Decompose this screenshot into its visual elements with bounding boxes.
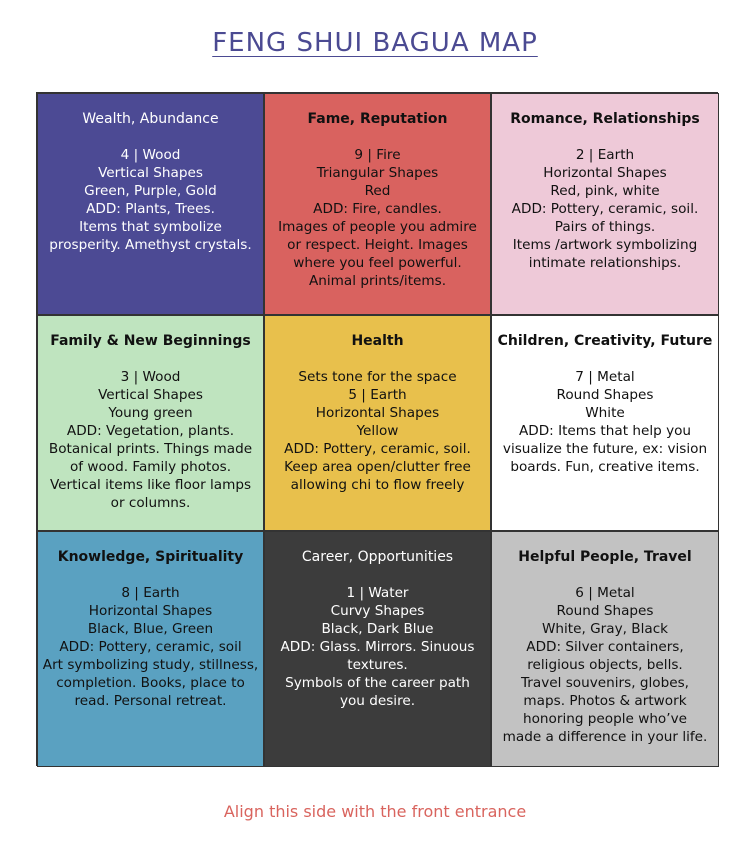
cell-line: Red, pink, white	[550, 183, 660, 199]
cell-line: maps. Photos & artwork	[523, 693, 687, 709]
cell-line: 6 | Metal	[575, 585, 635, 601]
cell-line: Triangular Shapes	[316, 165, 439, 181]
cell-line: Animal prints/items.	[308, 273, 447, 289]
cell-line: Sets tone for the space	[298, 369, 457, 385]
cell-line: intimate relationships.	[528, 255, 682, 271]
cell-line: 4 | Wood	[120, 147, 181, 163]
cell-line: ADD: Items that help you	[518, 423, 692, 439]
cell-line: Round Shapes	[556, 387, 654, 403]
cell-line: Vertical Shapes	[98, 387, 203, 403]
cell-line: Vertical Shapes	[98, 165, 203, 181]
cell-line: visualize the future, ex: vision	[502, 441, 708, 457]
cell-line: Horizontal Shapes	[88, 603, 213, 619]
cell-helpful-people-travel	[491, 531, 719, 767]
cell-line: Images of people you admire	[278, 219, 477, 235]
cell-heading: Health	[351, 333, 404, 349]
cell-line: ADD: Glass. Mirrors. Sinuous	[280, 639, 475, 655]
cell-line: Horizontal Shapes	[315, 405, 440, 421]
cell-health	[264, 315, 491, 531]
page-title-text: FENG SHUI BAGUA MAP	[212, 28, 538, 58]
cell-heading: Career, Opportunities	[301, 549, 454, 565]
cell-line: Red	[364, 183, 391, 199]
cell-line: or columns.	[110, 495, 191, 511]
cell-heading: Fame, Reputation	[307, 111, 448, 127]
cell-line: ADD: Plants, Trees.	[86, 201, 215, 217]
cell-line: textures.	[347, 657, 408, 673]
cell-line: Keep area open/clutter free	[284, 459, 471, 475]
entrance-note: Align this side with the front entrance	[223, 802, 527, 821]
cell-line: where you feel powerful.	[293, 255, 462, 271]
cell-line: White	[585, 405, 625, 421]
cell-line: Items that symbolize	[79, 219, 222, 235]
cell-line: ADD: Vegetation, plants.	[66, 423, 235, 439]
cell-line: ADD: Silver containers,	[526, 639, 684, 655]
cell-heading: Wealth, Abundance	[82, 111, 219, 127]
cell-line: you desire.	[339, 693, 416, 709]
cell-line: 3 | Wood	[120, 369, 181, 385]
cell-line: or respect. Height. Images	[287, 237, 468, 253]
cell-romance-relationships	[491, 93, 719, 315]
cell-line: prosperity. Amethyst crystals.	[49, 237, 252, 253]
cell-career-opportunities	[264, 531, 491, 767]
cell-line: Vertical items like floor lamps	[49, 477, 252, 493]
cell-heading: Knowledge, Spirituality	[57, 549, 244, 565]
cell-line: Black, Blue, Green	[87, 621, 214, 637]
cell-line: Pairs of things.	[554, 219, 656, 235]
cell-line: 5 | Earth	[348, 387, 407, 403]
cell-line: Horizontal Shapes	[543, 165, 667, 181]
cell-line: ADD: Pottery, ceramic, soil.	[511, 201, 699, 217]
cell-line: honoring people who’ve	[523, 711, 687, 727]
cell-line: ADD: Fire, candles.	[313, 201, 442, 217]
cell-line: Yellow	[356, 423, 399, 439]
cell-line: of wood. Family photos.	[69, 459, 232, 475]
cell-line: Black, Dark Blue	[321, 621, 434, 637]
cell-line: 8 | Earth	[121, 585, 180, 601]
cell-line: Symbols of the career path	[285, 675, 470, 691]
cell-line: ADD: Pottery, ceramic, soil	[59, 639, 242, 655]
cell-line: Green, Purple, Gold	[84, 183, 217, 199]
cell-heading: Family & New Beginnings	[50, 333, 251, 349]
cell-line: Curvy Shapes	[330, 603, 425, 619]
cell-line: Young green	[108, 405, 193, 421]
cell-line: religious objects, bells.	[527, 657, 683, 673]
cell-line: Travel souvenirs, globes,	[521, 675, 689, 691]
cell-heading: Romance, Relationships	[510, 111, 700, 127]
cell-knowledge-spirituality	[37, 531, 264, 767]
cell-heading: Helpful People, Travel	[518, 549, 692, 565]
cell-line: 7 | Metal	[575, 369, 635, 385]
cell-line: ADD: Pottery, ceramic, soil.	[284, 441, 471, 457]
cell-family-new-beginnings	[37, 315, 264, 531]
cell-line: White, Gray, Black	[541, 621, 669, 637]
cell-line: completion. Books, place to	[56, 675, 245, 691]
cell-line: allowing chi to flow freely	[290, 477, 465, 493]
cell-line: 2 | Earth	[575, 147, 635, 163]
cell-line: Round Shapes	[556, 603, 654, 619]
bagua-grid	[36, 92, 718, 766]
cell-line: Botanical prints. Things made	[48, 441, 253, 457]
cell-line: read. Personal retreat.	[74, 693, 227, 709]
page-title	[0, 28, 750, 58]
cell-wealth-abundance	[37, 93, 264, 315]
cell-fame-reputation	[264, 93, 491, 315]
cell-line: boards. Fun, creative items.	[510, 459, 700, 475]
cell-line: 9 | Fire	[354, 147, 401, 163]
cell-heading: Children, Creativity, Future	[497, 333, 713, 349]
cell-line: made a difference in your life.	[502, 729, 708, 745]
cell-line: Art symbolizing study, stillness,	[42, 657, 259, 673]
cell-line: Items /artwork symbolizing	[512, 237, 698, 253]
cell-line: 1 | Water	[346, 585, 409, 601]
cell-children-creativity-future	[491, 315, 719, 531]
